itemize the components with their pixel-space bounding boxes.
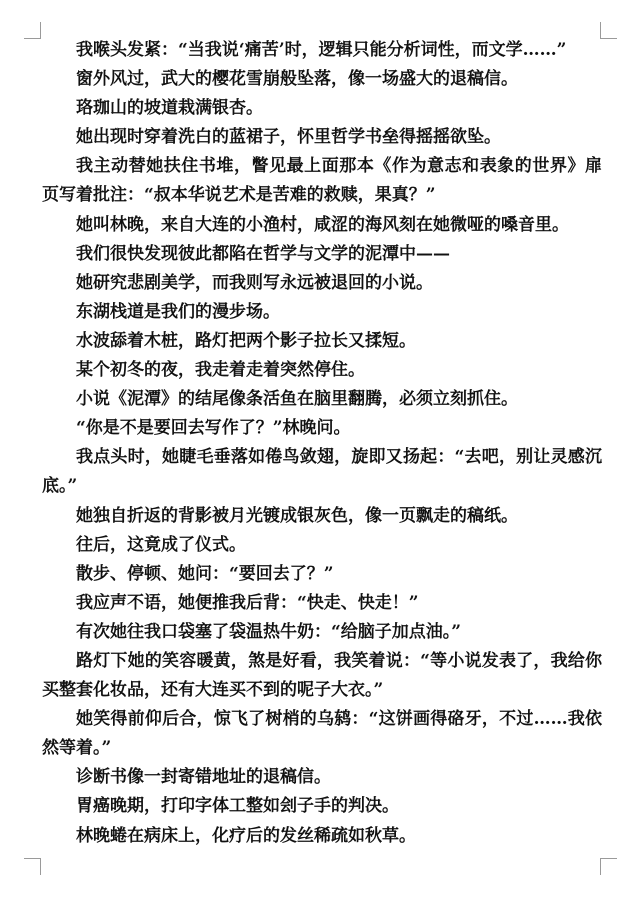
corner-mark-bottom-left [24,858,41,875]
paragraph: 水波舔着木桩，路灯把两个影子拉长又揉短。 [76,330,416,351]
paragraph: “你是不是要回去写作了？”林晚问。 [76,418,351,439]
corner-mark-bottom-right [600,858,617,875]
paragraph: 珞珈山的坡道栽满银杏。 [76,98,263,119]
document-body[interactable] [42,36,602,851]
paragraph: 我主动替她扶住书堆，瞥见最上面那本《作为意志和表象的世界》扉页写着批注：“叔本华说艺术是苦难的救赎，果真？” [42,156,602,206]
paragraph: 我应声不语，她便推我后背：“快走、快走！” [76,592,419,613]
paragraph: 窗外风过，武大的樱花雪崩般坠落，像一场盛大的退稿信。 [76,69,518,90]
paragraph: 胃癌晚期，打印字体工整如刽子手的判决。 [76,796,399,817]
paragraph: 东湖栈道是我们的漫步场。 [76,301,280,322]
paragraph: 林晚蜷在病床上，化疗后的发丝稀疏如秋草。 [76,825,416,846]
paragraph: 我点头时，她睫毛垂落如倦鸟敛翅，旋即又扬起：“去吧，别让灵感沉底。” [42,447,602,497]
paragraph: 她研究悲剧美学，而我则写永远被退回的小说。 [76,272,433,293]
paragraph: 她出现时穿着洗白的蓝裙子，怀里哲学书垒得摇摇欲坠。 [76,127,501,148]
paragraph: 我们很快发现彼此都陷在哲学与文学的泥潭中—— [76,243,450,264]
paragraph: 有次她往我口袋塞了袋温热牛奶：“给脑子加点油。” [76,621,462,642]
paragraph: 往后，这竟成了仪式。 [76,534,246,555]
paragraph: 她独自折返的背影被月光镀成银灰色，像一页飘走的稿纸。 [76,505,518,526]
paragraph: 诊断书像一封寄错地址的退稿信。 [76,767,331,788]
paragraph: 小说《泥潭》的结尾像条活鱼在脑里翻腾，必须立刻抓住。 [76,389,518,410]
paragraph: 她叫林晚，来自大连的小渔村，咸涩的海风刻在她微哑的嗓音里。 [76,214,569,235]
corner-mark-top-right [600,22,617,39]
paragraph: 我喉头发紧：“当我说‘痛苦’时，逻辑只能分析词性，而文学……” [76,40,567,60]
corner-mark-top-left [24,22,41,39]
paragraph: 某个初冬的夜，我走着走着突然停住。 [76,360,365,381]
paragraph: 路灯下她的笑容暖黄，煞是好看，我笑着说：“等小说发表了，我给你买整套化妆品，还有大连买不到的呢子大衣。” [42,650,602,701]
paragraph: 散步、停顿、她问：“要回去了？” [76,563,334,584]
paragraph: 她笑得前仰后合，惊飞了树梢的乌鸫：“这饼画得硌牙，不过……我依然等着。” [42,709,602,759]
